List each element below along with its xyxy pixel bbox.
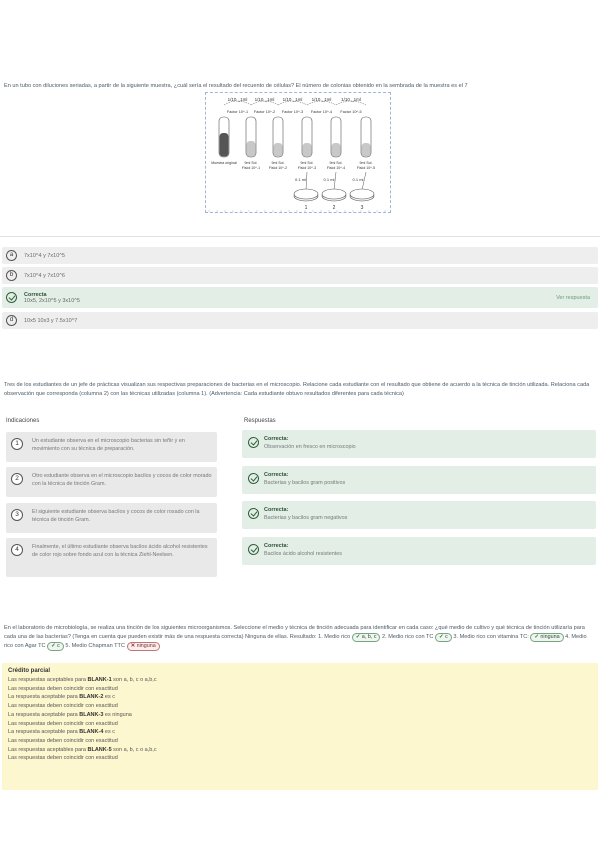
answer-pill-1 bbox=[352, 633, 381, 642]
line-text: Las respuestas deben coincidir con exactitud bbox=[8, 685, 118, 692]
tube-caption: 9ml Sol. bbox=[359, 161, 373, 165]
line-text: es c bbox=[103, 729, 116, 736]
line-text: La respuesta aceptable para bbox=[8, 694, 80, 701]
answer-value: c bbox=[445, 634, 448, 640]
separator bbox=[0, 236, 600, 237]
serial-dilution-figure bbox=[205, 92, 391, 213]
dilution-factor-label: Factor 10^-3 bbox=[281, 110, 304, 114]
indication-text: Un estudiante observa en el microscopio bacterias sin teñir y en movimiento con su técnica de preparación. bbox=[32, 438, 185, 452]
tube-liquid bbox=[303, 143, 312, 157]
partial-credit-line bbox=[8, 711, 592, 720]
option-text: 7x10^4 y 7x10^6 bbox=[24, 272, 65, 279]
plated-volume-label: 0.1 ml bbox=[352, 177, 364, 182]
line-text: Las respuestas aceptables para bbox=[8, 677, 88, 683]
response-item[interactable] bbox=[242, 466, 596, 494]
line-text: son a, b, c o a,b,c bbox=[111, 677, 157, 683]
transfer-volume-label: 1/10 _1ml bbox=[227, 97, 248, 102]
partial-credit-line bbox=[8, 676, 592, 685]
blank-name: BLANK-3 bbox=[79, 711, 104, 718]
option-letter-badge: b bbox=[6, 270, 17, 281]
check-circle-icon bbox=[248, 473, 259, 484]
answer-value: ninguna bbox=[540, 634, 560, 640]
response-item[interactable] bbox=[242, 430, 596, 458]
tube-liquid bbox=[220, 133, 229, 157]
tube-caption: Fisiol 10^-1 bbox=[241, 166, 261, 170]
line-text: es ninguna bbox=[103, 711, 132, 718]
line-text: Las respuestas deben coincidir con exactitud bbox=[8, 720, 118, 727]
answer-value: c bbox=[57, 643, 60, 649]
partial-credit-line bbox=[8, 702, 592, 711]
plate-number: 1 bbox=[304, 205, 308, 211]
option-text: 7x10^4 y 7x10^5 bbox=[24, 252, 65, 259]
check-icon: ✓ bbox=[355, 634, 361, 640]
line-text: Las respuestas deben coincidir con exactitud bbox=[8, 755, 118, 762]
correct-label: Correcta: bbox=[264, 472, 289, 478]
dilution-factor-label: Factor 10^-5 bbox=[340, 110, 362, 114]
plate-number: 2 bbox=[332, 205, 336, 211]
question-1-text: En un tubo con diluciones seriadas, a partir de la siguiente muestra, ¿cuál sería el resultado del recuento de células? El número de colonias obtenido en la sembrada de la muestra es el 7 bbox=[4, 83, 468, 89]
blank-name: BLANK-1 bbox=[87, 677, 112, 683]
check-circle-icon bbox=[248, 544, 259, 555]
tube-caption: Muestra original bbox=[211, 161, 237, 165]
response-text: Bacterias y bacilos gram positivos bbox=[264, 480, 346, 486]
tube-caption: Fisiol 10^-2 bbox=[268, 166, 288, 170]
tube-liquid bbox=[362, 143, 371, 157]
response-text: Bacilos ácido alcohol resistentes bbox=[264, 551, 342, 557]
tube-caption: Fisiol 10^-5 bbox=[356, 166, 376, 170]
blank-name: BLANK-4 bbox=[79, 729, 104, 736]
option-d[interactable] bbox=[2, 312, 598, 329]
indication-item bbox=[6, 467, 217, 497]
question-3-intro: En el laboratorio de microbiología, se realiza una tinción de los siguientes microorganismos. Seleccione el medio y técnica de tinción adecuada para identificar en cada caso: ¿qué medio de cultivo y qué técnica de tinción utilizaría para cada una de las bacterias? (Tenga en cuenta que pueden existir más de una respuesta correcta) bbox=[4, 625, 585, 640]
partial-credit-panel bbox=[2, 663, 598, 790]
partial-credit-lines bbox=[8, 676, 592, 763]
plating-arrow bbox=[306, 172, 307, 190]
response-text: Bacterias y bacilos gram negativos bbox=[264, 515, 348, 521]
petri-dish-lid bbox=[294, 189, 318, 199]
responses-header: Respuestas bbox=[244, 418, 276, 424]
answer-pill-4 bbox=[47, 642, 64, 651]
petri-dish-lid bbox=[350, 189, 374, 199]
option-letter-badge: d bbox=[6, 315, 17, 326]
answer-value: ninguna bbox=[136, 643, 156, 649]
partial-credit-line bbox=[8, 685, 592, 694]
tube-liquid bbox=[274, 143, 283, 157]
line-text: Las respuestas deben coincidir con exactitud bbox=[8, 737, 118, 744]
answer-segment-5: 5. Medio Chapman TTC bbox=[65, 643, 126, 649]
blank-name: BLANK-2 bbox=[79, 694, 104, 701]
indication-item bbox=[6, 538, 217, 577]
option-letter-badge: a bbox=[6, 250, 17, 261]
check-icon: ✓ bbox=[534, 634, 539, 640]
line-text: son a, b, c o a,b,c bbox=[111, 746, 157, 753]
tube-liquid bbox=[247, 141, 256, 157]
question-3-text bbox=[4, 624, 596, 651]
indication-text: Otro estudiante observa en el microscopio bacilos y cocos de color morado con la técnica de tinción Gram. bbox=[32, 473, 212, 487]
answer-pill-3 bbox=[530, 633, 563, 642]
partial-credit-line bbox=[8, 693, 592, 702]
dilution-factor-label: Factor 10^-1 bbox=[226, 110, 249, 114]
check-circle-icon bbox=[6, 292, 17, 303]
indication-number: 2 bbox=[11, 473, 23, 485]
transfer-volume-label: 1/10 _1ml bbox=[254, 97, 275, 102]
option-a[interactable] bbox=[2, 247, 598, 264]
indications-header: Indicaciones bbox=[6, 418, 40, 424]
answer-pill-2 bbox=[435, 633, 452, 642]
tube-caption: 9ml Sol. bbox=[271, 161, 285, 165]
tube-caption: 9ml Sol. bbox=[300, 161, 314, 165]
answer-segment-2: 2. Medio rico con TC bbox=[381, 634, 434, 640]
check-icon: ✓ bbox=[439, 634, 444, 640]
partial-credit-line bbox=[8, 720, 592, 729]
correct-label: Correcta: bbox=[264, 436, 289, 442]
serial-dilution-diagram bbox=[206, 93, 392, 214]
question-2-text: Tres de los estudiantes de un jefe de prácticas visualizan sus respectivas preparaciones de bacterias en el microscopio. Relacione cada estudiante con el resultado que obtiene de acuerdo a la técnica de tinción utilizada. Relaciona cada observación que corresponda (columna 2) con las técnicas utilizadas (columna 1). (Advertencia: Cada estudiante obtuvo resultados diferentes para cada técnica) bbox=[4, 382, 590, 397]
indication-number: 3 bbox=[11, 509, 23, 521]
line-text: La respuesta aceptable para bbox=[8, 729, 80, 736]
plated-volume-label: 0.1 ml bbox=[323, 177, 335, 182]
line-text: La respuesta aceptable para bbox=[8, 711, 80, 718]
plated-volume-label: 0.1 ml bbox=[295, 177, 306, 182]
check-icon: ✓ bbox=[51, 643, 56, 649]
view-answer-link[interactable]: Ver respuesta bbox=[556, 294, 590, 301]
option-text: 10x5 10x3 y 7.5x10^7 bbox=[24, 317, 78, 324]
transfer-volume-label: 1/10 _1ml bbox=[282, 97, 303, 102]
response-text: Observación en fresco en microscopio bbox=[264, 444, 356, 450]
tube-caption: 9ml Sol. bbox=[329, 161, 343, 165]
response-item[interactable] bbox=[242, 537, 596, 565]
check-circle-icon bbox=[248, 437, 259, 448]
partial-credit-line bbox=[8, 754, 592, 763]
option-c-correct[interactable] bbox=[2, 287, 598, 308]
partial-credit-line bbox=[8, 737, 592, 746]
dilution-factor-label: Factor 10^-4 bbox=[310, 110, 333, 114]
check-circle-icon bbox=[248, 508, 259, 519]
indication-number: 1 bbox=[11, 438, 23, 450]
line-text: Las respuestas aceptables para bbox=[8, 746, 88, 753]
dilution-factor-label: Factor 10^-2 bbox=[253, 110, 276, 114]
indication-item bbox=[6, 432, 217, 462]
indication-text: Finalmente, el último estudiante observa bacilos ácido alcohol resistentes de color rojo sobre fondo azul con la técnica Ziehl-Neelsen. bbox=[32, 544, 208, 558]
indication-text: El siguiente estudiante observa bacilos y cocos de color rosado con la técnica de tinción Gram. bbox=[32, 509, 200, 523]
correct-label: Correcta bbox=[24, 291, 47, 298]
blank-name: BLANK-5 bbox=[87, 746, 112, 753]
answer-value: a, b, c bbox=[361, 634, 377, 640]
answer-pill-5 bbox=[127, 642, 160, 651]
petri-dish-lid bbox=[322, 189, 346, 199]
transfer-volume-label: 1/10 _1ml bbox=[341, 97, 361, 102]
line-text: Las respuestas deben coincidir con exactitud bbox=[8, 703, 118, 710]
line-text: es c bbox=[103, 694, 116, 701]
transfer-volume-label: 1/10 _1ml bbox=[311, 97, 332, 102]
partial-credit-title: Crédito parcial bbox=[8, 668, 51, 674]
correct-label: Correcta: bbox=[264, 543, 289, 549]
answer-segment-4: 4. Medio rico con Agar TC bbox=[4, 634, 587, 649]
plate-number: 3 bbox=[360, 205, 364, 211]
indication-item bbox=[6, 503, 217, 533]
indication-number: 4 bbox=[11, 544, 23, 556]
partial-credit-line bbox=[8, 728, 592, 737]
correct-label: Correcta: bbox=[264, 507, 289, 513]
tube-caption: 9ml Sol. bbox=[244, 161, 258, 165]
partial-credit-line bbox=[8, 746, 592, 755]
question-3-result-prefix: Ninguna de ellas. Resultado: 1. Medio rico bbox=[245, 634, 351, 640]
tube-caption: Fisiol 10^-3 bbox=[297, 166, 317, 170]
response-item[interactable] bbox=[242, 501, 596, 529]
answer-segment-3: 3. Medio rico con vitamina TC: bbox=[453, 634, 529, 640]
option-text: 10x5, 2x10^5 y 3x10^5 bbox=[24, 297, 80, 304]
cross-icon: ✕ bbox=[130, 643, 136, 649]
tube-liquid bbox=[332, 143, 341, 157]
tube-caption: Fisiol 10^-4 bbox=[326, 166, 346, 170]
option-b[interactable] bbox=[2, 267, 598, 284]
